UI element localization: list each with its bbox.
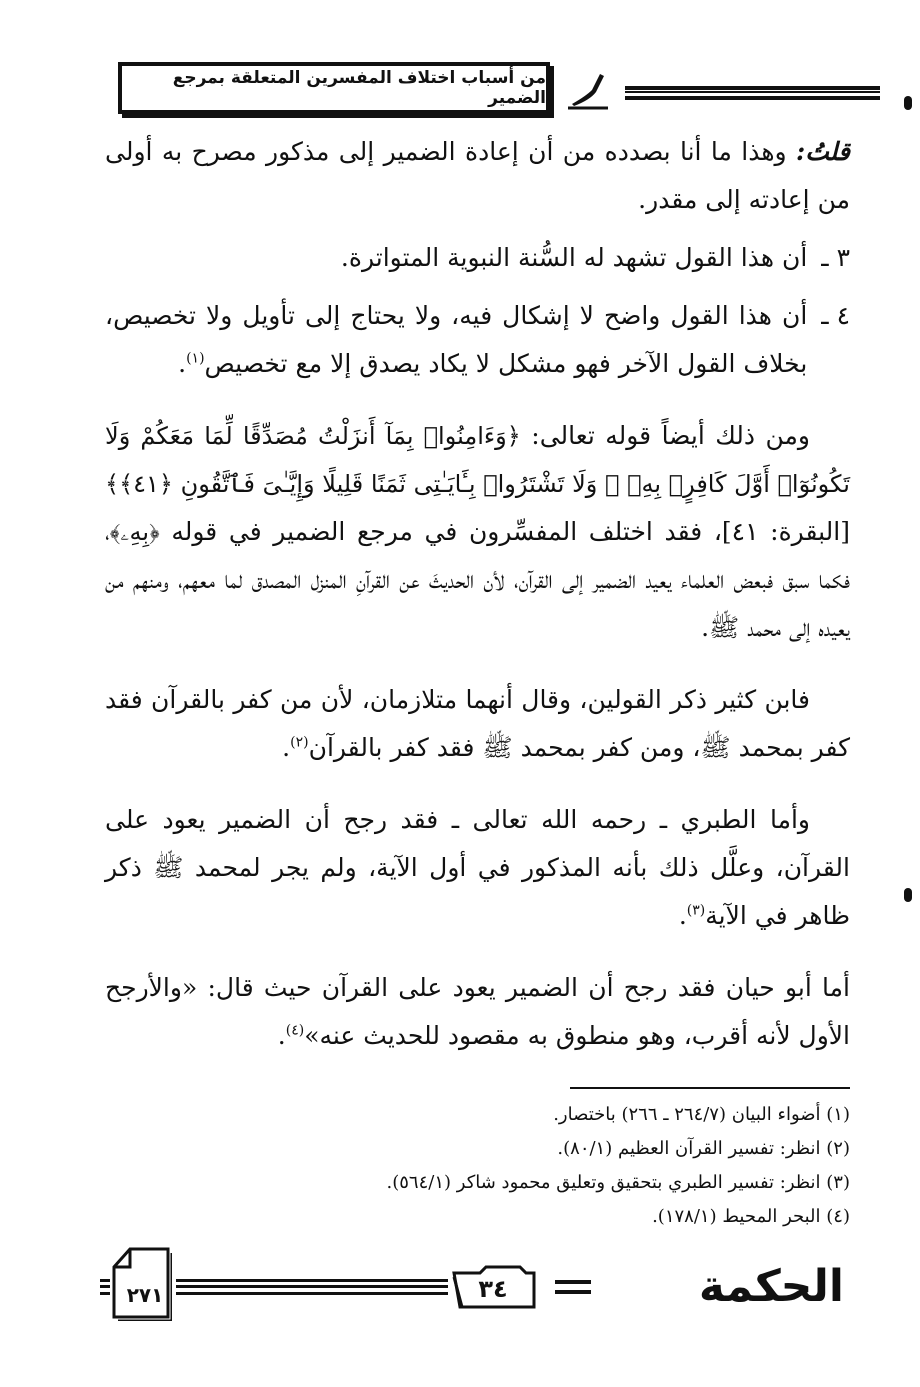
footer-rule xyxy=(176,1279,448,1295)
paragraph-remark xyxy=(105,128,850,224)
paragraph-text: ، فكما سبق فبعض العلماء يعيد الضمير إلى القرآن، لأن الحديثَ عن القرآنِ المنزل المصدق لما معهم، ومنهم من يعيده إلى محمد ﷺ. xyxy=(105,517,850,642)
journal-logo: الحكمة xyxy=(698,1261,844,1312)
main-text xyxy=(105,128,850,1060)
binding-mark xyxy=(904,96,912,110)
running-header xyxy=(100,58,880,118)
paragraph-text: فابن كثير ذكر القولين، وقال أنهما متلازمان، لأن من كفر بالقرآن فقد كفر بمحمد ﷺ، ومن كفر بمحمد ﷺ فقد كفر بالقرآن xyxy=(105,685,850,762)
paragraph-ibn-kathir: فابن كثير ذكر القولين، وقال أنهما متلازمان، لأن من كفر بالقرآن فقد كفر بمحمد ﷺ، ومن كفر بمحمد ﷺ فقد كفر بالقرآن$^{(٢)}$. xyxy=(105,685,850,762)
footnotes xyxy=(105,1098,850,1234)
remark-lead: قلتُ: xyxy=(795,137,850,166)
item-number: ٣ ـ xyxy=(821,243,850,272)
paragraph-abu-hayyan: أما أبو حيان فقد رجح أن الضمير يعود على القرآن حيث قال: «والأرجح الأول لأنه أقرب، وهو منطوق به مقصود للحديث عنه»$^{(٤)}$. xyxy=(105,973,850,1050)
footnote-ref: (٣) xyxy=(686,902,706,919)
paragraph-text: وأما الطبري ـ رحمه الله تعالى ـ فقد رجح أن الضمير يعود على القرآن، وعلَّل ذلك بأنه المذكور في أول الآية، ولم يجر لمحمد ﷺ ذكر ظاهر في الآية xyxy=(105,805,850,930)
footnote-item: (٢) انظر: تفسير القرآن العظيم (٨٠/١). xyxy=(557,1138,850,1159)
footnote-ref: (٤) xyxy=(285,1022,305,1039)
paragraph-text: ومن ذلك أيضاً قوله تعالى: xyxy=(520,421,810,450)
footnote-ref: (١) xyxy=(186,350,205,367)
quran-word: ﴿بِهِۦ﴾ xyxy=(109,518,160,546)
paragraph-text: ، فقد اختلف المفسِّرون في مرجع الضمير في قوله xyxy=(159,517,722,546)
list-item-3 xyxy=(105,234,850,282)
list-item-4: ٤ ـ أن هذا القول واضح لا إشكال فيه، ولا يحتاج إلى تأويل ولا تخصيص، بخلاف القول الآخر فهو مشكل لا يكاد يصدق إلا مع تخصيص$^{(١)}$. xyxy=(105,292,850,388)
binding-mark xyxy=(904,888,912,902)
quran-verse: ﴿وَءَامِنُوا۟ بِمَآ أَنزَلْتُ مُصَدِّقًا لِّمَا مَعَكُمْ وَلَا تَكُونُوٓا۟ أَوَّلَ كَافِرٍۭ بِهِۦ ۖ وَلَا تَشْتَرُوا۟ بِـَٔايَـٰتِى ثَمَنًا قَلِيلًا وَإِيَّـٰىَ فَٱتَّقُونِ ﴿٤١﴾﴾ xyxy=(105,422,850,498)
header-rule xyxy=(625,86,880,100)
issue-number: ٣٤ xyxy=(478,1275,508,1303)
footer-rule xyxy=(100,1279,110,1295)
footer-separator xyxy=(555,1280,591,1294)
remark-text: وهذا ما أنا بصدده من أن إعادة الضمير إلى مذكور مصرح به أولى من إعادته إلى مقدر. xyxy=(105,137,850,214)
footnote-item: (١) أضواء البيان (٢٦٤/٧ ـ ٢٦٦) باختصار. xyxy=(553,1104,850,1125)
item-text: أن هذا القول تشهد له السُّنة النبوية المتواترة. xyxy=(340,243,808,272)
footnote-item: (٤) البحر المحيط (١٧٨/١). xyxy=(652,1206,850,1227)
footnote-separator xyxy=(570,1087,850,1089)
paragraph-tabari: وأما الطبري ـ رحمه الله تعالى ـ فقد رجح أن الضمير يعود على القرآن، وعلَّل ذلك بأنه المذكور في أول الآية، ولم يجر لمحمد ﷺ ذكر ظاهر في الآية$^{(٣)}$. xyxy=(105,805,850,930)
footnote-ref: (٢) xyxy=(290,734,309,751)
page-number: ٢٧١ xyxy=(126,1283,164,1307)
footnote-item: (٣) انظر: تفسير الطبري بتحقيق وتعليق محمود شاكر (٥٦٤/١). xyxy=(386,1172,850,1193)
paragraph-text: أما أبو حيان فقد رجح أن الضمير يعود على القرآن حيث قال: «والأرجح الأول لأنه أقرب، وهو منطوق به مقصود للحديث عنه» xyxy=(105,973,850,1050)
item-number: ٤ ـ xyxy=(821,301,850,330)
quill-pen-icon xyxy=(566,66,610,110)
page-footer xyxy=(100,1245,850,1325)
verse-reference: [البقرة: ٤١] xyxy=(721,517,850,546)
item-text: أن هذا القول واضح لا إشكال فيه، ولا يحتاج إلى تأويل ولا تخصيص، بخلاف القول الآخر فهو مشكل لا يكاد يصدق إلا مع تخصيص xyxy=(105,301,808,378)
running-title: من أسباب اختلاف المفسرين المتعلقة بمرجع الضمير xyxy=(118,62,550,114)
paragraph-verse xyxy=(105,412,850,652)
